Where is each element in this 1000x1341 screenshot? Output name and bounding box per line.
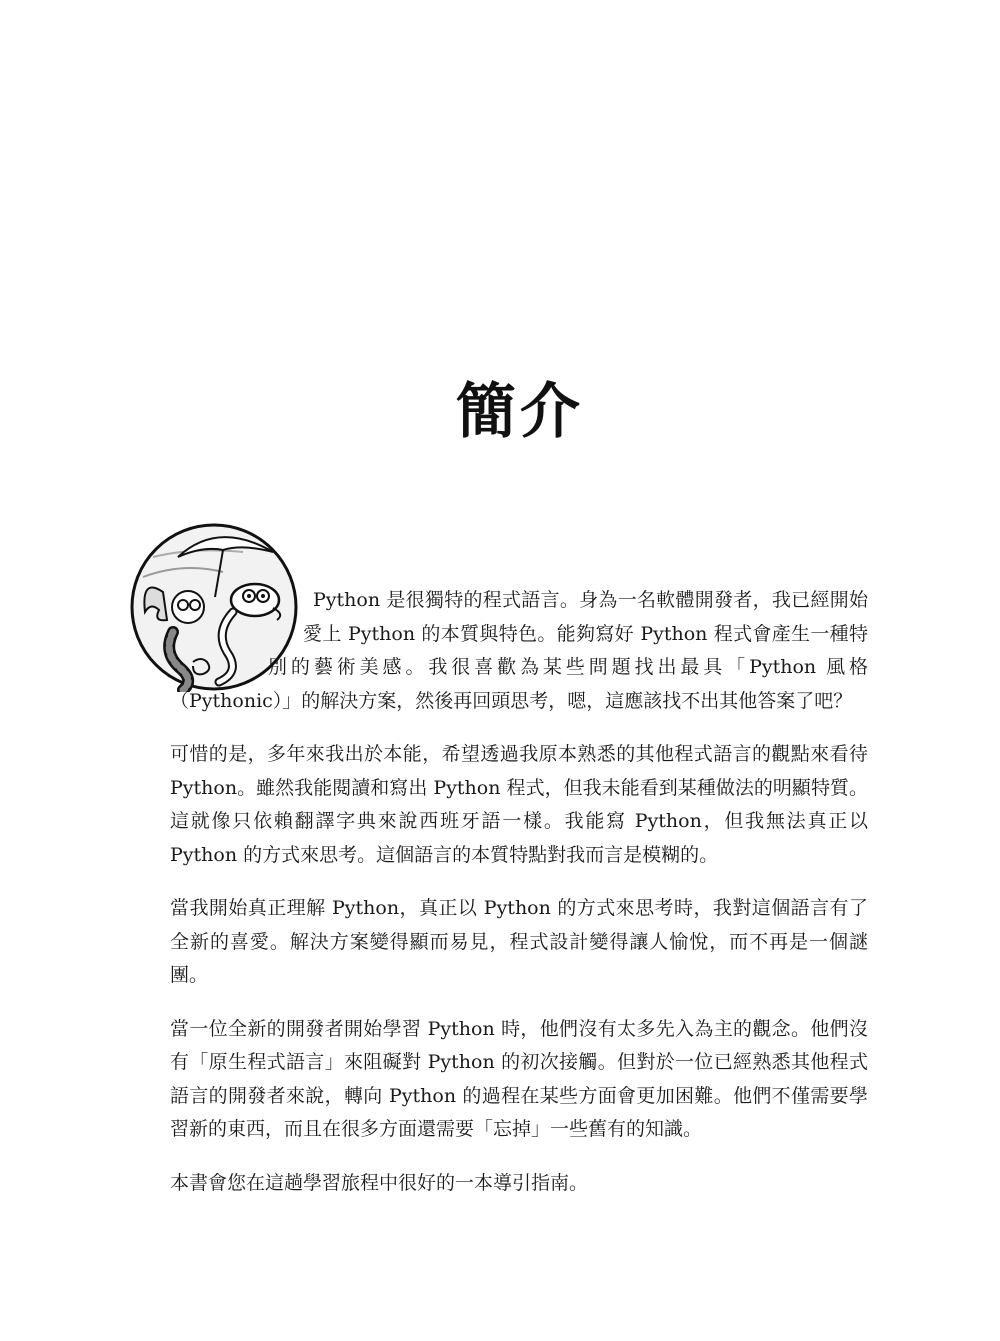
wrap-spacer bbox=[170, 651, 268, 685]
wrap-spacer bbox=[170, 584, 313, 618]
chapter-title: 簡介 bbox=[456, 377, 584, 447]
wrap-spacer bbox=[170, 618, 303, 652]
body-text bbox=[170, 584, 868, 1220]
paragraph-3: 當我開始真正理解 Python，真正以 Python 的方式來思考時，我對這個語言有了全新的喜愛。解決方案變得顯而易見，程式設計變得讓人愉悅，而不再是一個謎團。 bbox=[170, 897, 868, 986]
paragraph-5: 本書會您在這趟學習旅程中很好的一本導引指南。 bbox=[170, 1171, 589, 1194]
paragraph-4: 當一位全新的開發者開始學習 Python 時，他們沒有太多先入為主的觀念。他們沒有「原生程式語言」來阻礙對 Python 的初次接觸。但對於一位已經熟悉其他程式語言的開發者來說，轉向 Python 的過程在某些方面會更加困難。他們不僅需要學習新的東西，而且在很多方面還需要「忘掉」一些舊有的知識。 bbox=[170, 1017, 868, 1140]
paragraph-1 bbox=[170, 584, 868, 718]
paragraph-1-text: Python 是很獨特的程式語言。身為一名軟體開發者，我已經開始愛上 Python 的本質與特色。能夠寫好 Python 程式會產生一種特別的藝術美感。我很喜歡為某些問題找出最具「Python 風格（Pythonic）」的解決方案，然後再回頭思考，嗯，這應該找不出其他答案了吧？ bbox=[170, 589, 868, 712]
paragraph-2: 可惜的是，多年來我出於本能，希望透過我原本熟悉的其他程式語言的觀點來看待 Python。雖然我能閱讀和寫出 Python 程式，但我未能看到某種做法的明顯特質。這就像只依賴翻譯字典來說西班牙語一樣。我能寫 Python，但我無法真正以 Python 的方式來思考。這個語言的本質特點對我而言是模糊的。 bbox=[170, 743, 868, 866]
